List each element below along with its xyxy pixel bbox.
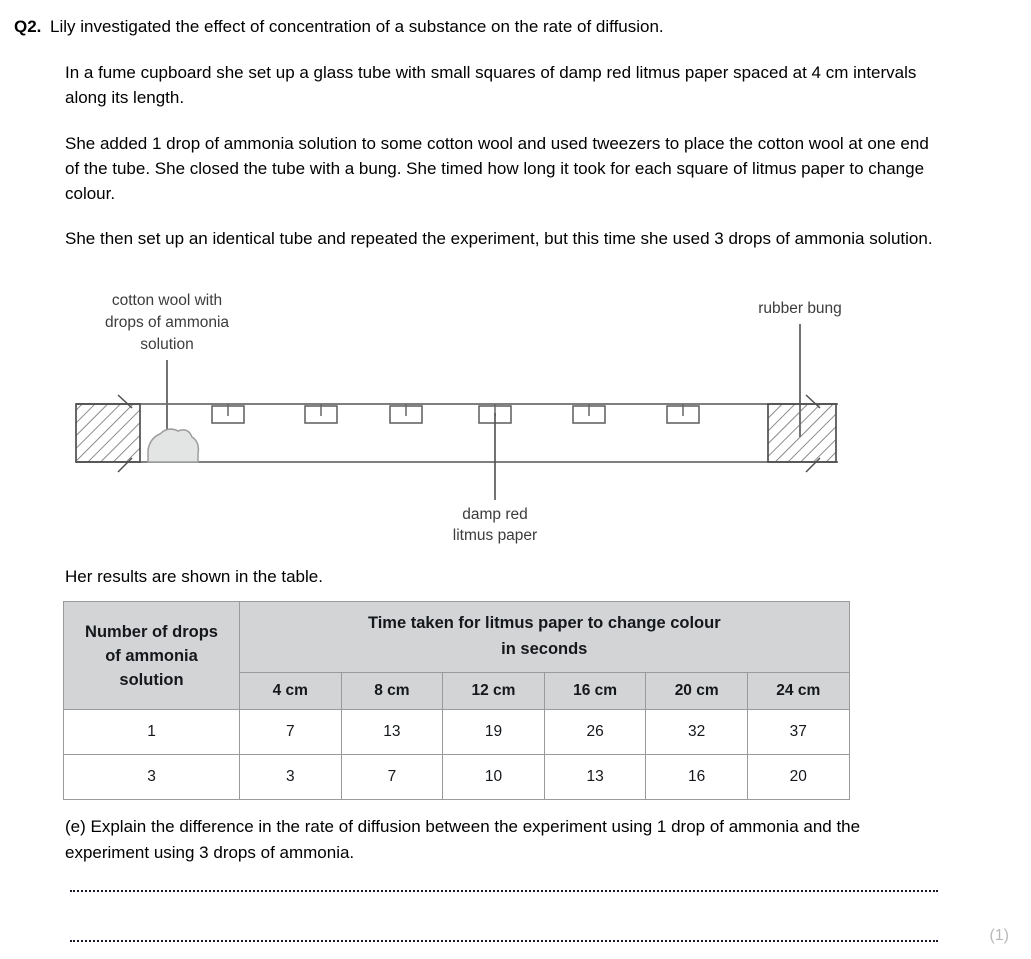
data-cell: 13 [341,710,443,755]
question-header [0,16,1000,38]
results-table [63,601,850,800]
answer-line-2[interactable] [70,940,938,942]
rubber-bung-label: rubber bung [758,300,842,317]
group-header-cell [240,602,850,673]
group-header-line-2: in seconds [501,640,588,658]
cotton-wool-label-line3: solution [140,336,194,353]
data-cell: 7 [240,710,342,755]
data-cell: 26 [544,710,646,755]
data-cell: 32 [646,710,748,755]
data-cell: 10 [443,755,545,800]
data-cell: 7 [341,755,443,800]
column-header-distance: 24 cm [747,673,849,710]
cotton-wool-blob [148,429,198,462]
data-cell: 16 [646,755,748,800]
table-header-row-group [64,602,850,673]
table-row [64,755,850,800]
row-header-line-3: solution [119,670,184,689]
answer-line-1[interactable] [70,890,938,892]
row-label-drops: 1 [64,710,240,755]
right-bung-hatched-block [768,404,836,462]
question-number: Q2. [14,17,42,36]
marks-available: (1) [989,927,1009,944]
row-header-label-cell [64,602,240,710]
apparatus-diagram [0,282,1000,552]
litmus-paper-label-line1: damp red [462,506,528,523]
cotton-wool-label-line2: drops of ammonia [104,314,230,331]
column-header-distance: 20 cm [646,673,748,710]
left-bung-hatched-block [76,404,140,462]
column-header-distance: 16 cm [544,673,646,710]
litmus-paper-label-line2: litmus paper [452,527,538,544]
litmus-paper-squares-group [212,404,699,423]
data-cell: 20 [747,755,849,800]
row-header-line-2: of ammonia [105,646,198,665]
row-header-line-1: Number of drops [85,622,218,641]
column-header-distance: 12 cm [443,673,545,710]
column-header-distance: 4 cm [240,673,342,710]
question-paragraph-1: In a fume cupboard she set up a glass tube with small squares of damp red litmus paper spaced at 4 cm intervals along its length. [65,63,917,107]
question-intro-text: Lily investigated the effect of concentration of a substance on the rate of diffusion. [50,17,664,36]
results-table-container [63,601,849,800]
question-paragraph-2: She added 1 drop of ammonia solution to some cotton wool and used tweezers to place the cotton wool at one end of the tube. She closed the tube with a bung. She timed how long it took for each square of litmus paper to change colour. [65,134,929,203]
data-cell: 37 [747,710,849,755]
row-label-drops: 3 [64,755,240,800]
sub-question-e-text: (e) Explain the difference in the rate of diffusion between the experiment using 1 drop of ammonia and the experiment using 3 drops of ammonia. [65,817,861,862]
diagram-svg [0,282,1000,552]
results-table-body [64,710,850,800]
data-cell: 13 [544,755,646,800]
group-header-line-1: Time taken for litmus paper to change colour [367,614,721,632]
cotton-wool-label-line1: cotton wool with [111,292,223,309]
question-paragraph-3: She then set up an identical tube and repeated the experiment, but this time she used 3 drops of ammonia solution. [65,229,933,248]
column-header-distance: 8 cm [341,673,443,710]
results-table-head [64,602,850,710]
data-cell: 3 [240,755,342,800]
table-row [64,710,850,755]
data-cell: 19 [443,710,545,755]
table-lead-in-text: Her results are shown in the table. [65,567,323,586]
